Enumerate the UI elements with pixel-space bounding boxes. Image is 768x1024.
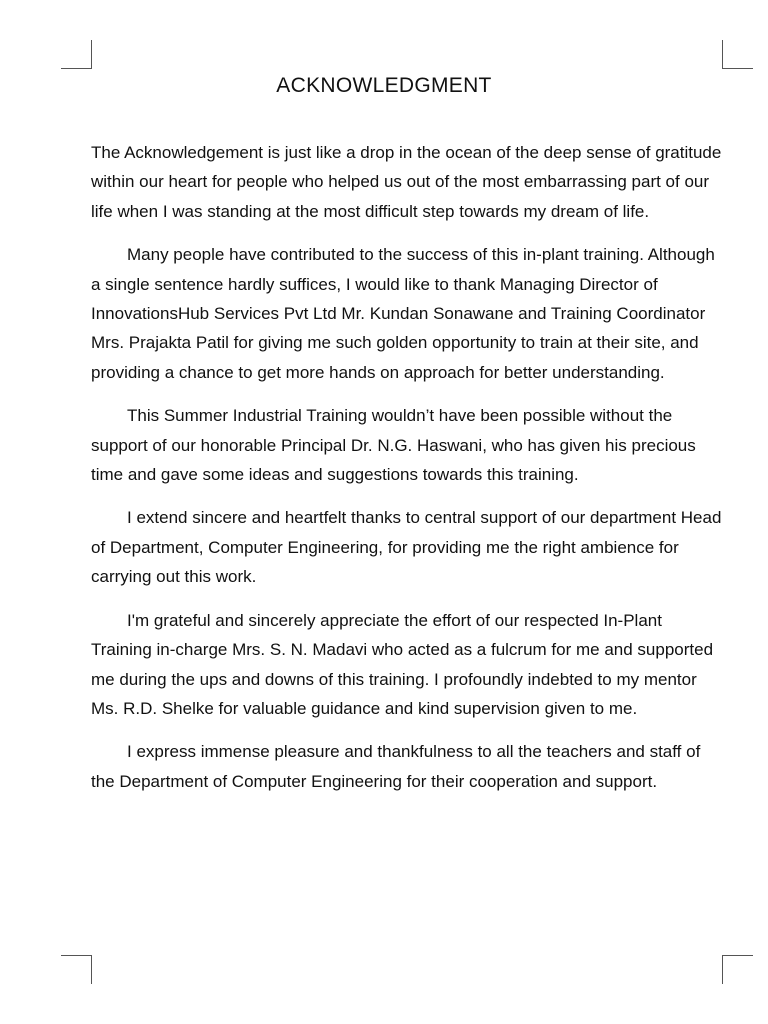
paragraph-2: Many people have contributed to the success of this in-plant training. Although a single sentence hardly suffices, I would like to thank Managing Director of InnovationsHub Services Pvt Ltd Mr. Kundan Sonawane and Training Coordinator Mrs. Prajakta Patil for giving me such golden opportunity to train at their site, and providing a chance to get more hands on approach for better understanding. [91, 245, 715, 382]
crop-mark-top-left [61, 40, 92, 69]
paragraph-1: The Acknowledgement is just like a drop in the ocean of the deep sense of gratitude within our heart for people who helped us out of the most embarrassing part of our life when I was standing at the most difficult step towards my dream of life. [91, 143, 722, 221]
paragraph-4: I extend sincere and heartfelt thanks to central support of our department Head of Department, Computer Engineering, for providing me the right ambience for carrying out this work. [91, 508, 722, 587]
crop-mark-bottom-left [61, 955, 92, 984]
paragraph-6: I express immense pleasure and thankfulness to all the teachers and staff of the Department of Computer Engineering for their cooperation and support. [91, 742, 701, 791]
page-title: ACKNOWLEDGMENT [276, 74, 492, 97]
paragraph-5: I'm grateful and sincerely appreciate the effort of our respected In-Plant Training in-charge Mrs. S. N. Madavi who acted as a fulcrum for me and supported me during the ups and downs of this training. I profoundly indebted to my mentor Ms. R.D. Shelke for valuable guidance and kind supervision given to me. [91, 610, 714, 718]
crop-mark-top-right [722, 40, 753, 69]
paragraph-3: This Summer Industrial Training wouldn’t have been possible without the support of our honorable Principal Dr. N.G. Haswani, who has given his precious time and gave some ideas and suggestions towards this training. [91, 406, 696, 485]
acknowledgment-body [91, 138, 723, 810]
crop-mark-bottom-right [722, 955, 753, 984]
